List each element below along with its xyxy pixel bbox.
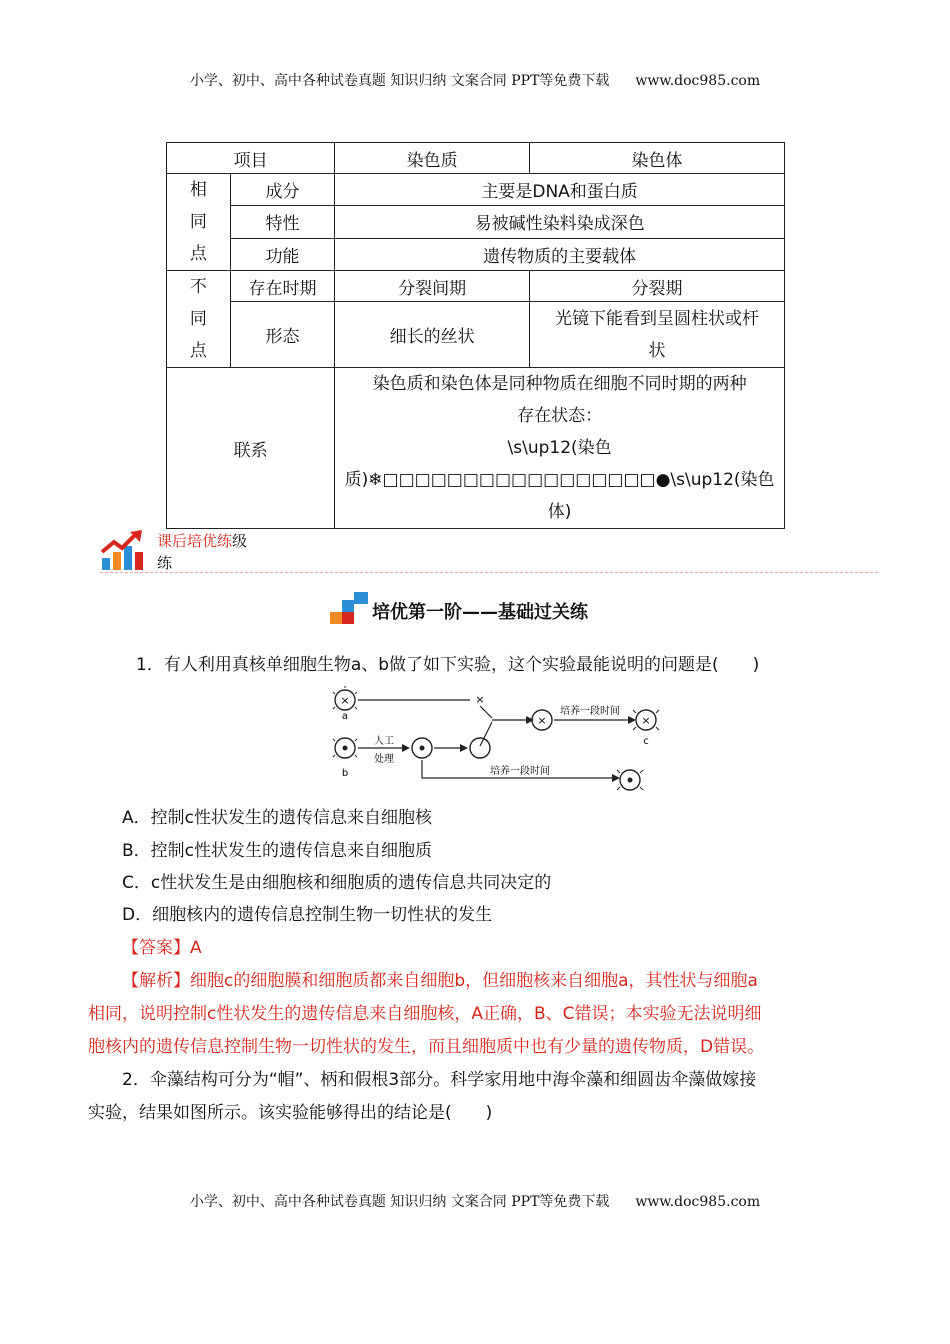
th-chromatin: 染色质 — [335, 143, 530, 174]
footer-text: 小学、初中、高中各种试卷真题 知识归纳 文案合同 PPT等免费下载 — [189, 1194, 610, 1210]
q1-analysis-line2: 相同，说明控制c性状发生的遗传信息来自细胞核，A正确，B、C错误；本实验无法说明细 — [88, 1004, 762, 1024]
row-function-value: 遗传物质的主要载体 — [335, 238, 785, 270]
section-banner — [100, 530, 880, 576]
cell-a — [333, 686, 357, 710]
enucleated-cell — [470, 738, 490, 758]
culture-label-1: 培养一段时间 — [560, 706, 620, 717]
label-c: c — [643, 736, 649, 747]
th-chromosome: 染色体 — [530, 143, 785, 174]
page-header — [0, 70, 950, 90]
diff-label: 不 同 点 — [167, 271, 231, 368]
q2-stem-line1: 2．伞藻结构可分为“帽”、柄和假根3部分。科学家用地中海伞藻和细圆齿伞藻做嫁接 — [122, 1070, 757, 1090]
q1-diagram — [330, 686, 670, 796]
svg-text:×: × — [641, 714, 651, 727]
row-function-name: 功能 — [230, 238, 334, 270]
cell-b — [333, 738, 357, 758]
row-property-name: 特性 — [230, 206, 334, 238]
label-b: b — [341, 768, 349, 779]
growth-chart-icon — [100, 530, 144, 572]
cell-b-result — [617, 770, 643, 790]
header-site: www.doc985.com — [635, 73, 761, 89]
row-period-chromatin: 分裂间期 — [335, 271, 530, 302]
th-item: 项目 — [167, 143, 335, 174]
svg-text:×: × — [537, 714, 547, 727]
page-footer — [0, 1191, 950, 1211]
culture-label-2: 培养一段时间 — [490, 766, 550, 777]
row-period-chromosome: 分裂期 — [530, 271, 785, 302]
q1-stem: 1．有人利用真核单细胞生物a、b做了如下实验，这个实验最能说明的问题是( ) — [136, 655, 760, 675]
treat-label: 处理 — [374, 754, 394, 765]
row-relation-value: 染色质和染色体是同种物质在细胞不同时期的两种 存在状态： \s\up12(染色 质)❄□□□□□□□□□□□□□□□□□●\s\up12(染色体) — [335, 368, 785, 529]
q1-analysis-line3: 胞核内的遗传信息控制生物一切性状的发生，而且细胞质中也有少量的遗传物质，D错误。 — [88, 1037, 765, 1057]
row-composition-name: 成分 — [230, 174, 334, 206]
comparison-table — [166, 142, 785, 529]
q1-option-c: C．c性状发生是由细胞核和细胞质的遗传信息共同决定的 — [122, 873, 552, 893]
cell-b-treated — [412, 738, 432, 758]
row-shape-name: 形态 — [230, 302, 334, 368]
q1-answer: 【答案】A — [122, 938, 202, 958]
cell-hybrid — [532, 710, 552, 730]
q2-stem-line2: 实验，结果如图所示。该实验能够得出的结论是( ) — [88, 1103, 493, 1123]
footer-site: www.doc985.com — [635, 1194, 761, 1210]
row-property-value: 易被碱性染料染成深色 — [335, 206, 785, 238]
row-relation-name: 联系 — [167, 368, 335, 529]
stairs-icon — [330, 592, 370, 626]
q1-analysis-line1: 【解析】细胞c的细胞膜和细胞质都来自细胞b，但细胞核来自细胞a，其性状与细胞a — [122, 971, 758, 991]
header-text: 小学、初中、高中各种试卷真题 知识归纳 文案合同 PPT等免费下载 — [189, 73, 610, 89]
cross-mark: × — [475, 693, 485, 706]
cell-c — [633, 710, 659, 730]
svg-text:×: × — [340, 694, 350, 707]
same-label: 相 同 点 — [167, 174, 231, 271]
label-a: a — [341, 711, 349, 722]
q1-option-d: D．细胞核内的遗传信息控制生物一切性状的发生 — [122, 905, 493, 925]
row-composition-value: 主要是DNA和蛋白质 — [335, 174, 785, 206]
artificial-label: 人工 — [374, 736, 394, 747]
section-title — [330, 592, 630, 626]
q1-option-b: B．控制c性状发生的遗传信息来自细胞质 — [122, 841, 433, 861]
row-shape-chromatin: 细长的丝状 — [335, 302, 530, 368]
row-period-name: 存在时期 — [230, 271, 334, 302]
q1-option-a: A．控制c性状发生的遗传信息来自细胞核 — [122, 808, 432, 828]
section-label: 课后培优练级 练 — [157, 532, 248, 572]
section-divider — [100, 572, 878, 573]
section-title-text: 培优第一阶——基础过关练 — [372, 602, 588, 623]
row-shape-chromosome: 光镜下能看到呈圆柱状或杆 状 — [530, 302, 785, 368]
